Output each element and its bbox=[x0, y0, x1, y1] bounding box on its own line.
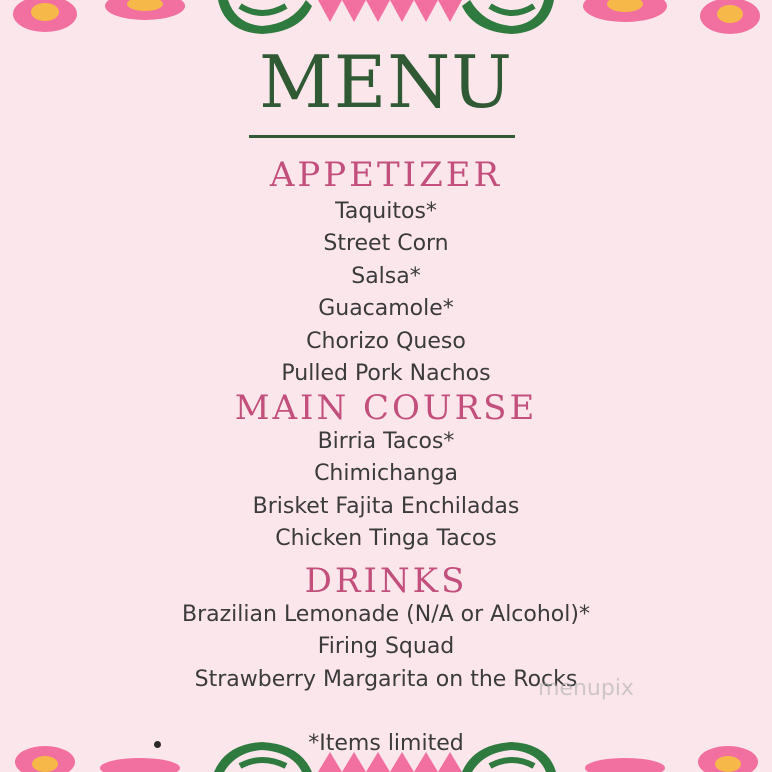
section-heading-appetizer: APPETIZER bbox=[269, 155, 503, 195]
flower-icon bbox=[585, 758, 665, 772]
list-item: Firing Squad bbox=[317, 634, 455, 660]
leaf-icon bbox=[218, 0, 312, 34]
list-item: Brisket Fajita Enchiladas bbox=[252, 493, 520, 519]
leaf-icon bbox=[462, 0, 554, 34]
menu-title: MENU bbox=[259, 40, 513, 124]
section-heading-drinks: DRINKS bbox=[304, 561, 468, 601]
list-item: Pulled Pork Nachos bbox=[281, 360, 491, 386]
flower-icon bbox=[13, 0, 77, 32]
list-item: Birria Tacos* bbox=[317, 429, 455, 454]
section-heading-main-course: MAIN COURSE bbox=[234, 388, 538, 428]
flower-icon bbox=[700, 0, 760, 34]
list-item: Salsa* bbox=[351, 263, 421, 289]
drinks-list bbox=[0, 599, 772, 696]
list-item: Chicken Tinga Tacos bbox=[275, 526, 497, 552]
appetizer-list bbox=[0, 196, 772, 390]
watermark: menupix bbox=[538, 676, 634, 701]
flower-icon bbox=[583, 0, 667, 22]
title-divider bbox=[249, 135, 515, 138]
list-item: Guacamole* bbox=[318, 296, 454, 322]
floral-border-top bbox=[0, 0, 772, 40]
footnote: *Items limited bbox=[308, 731, 464, 756]
list-item: Street Corn bbox=[323, 231, 449, 257]
list-item: Strawberry Margarita on the Rocks bbox=[194, 666, 578, 692]
list-item: Taquitos* bbox=[335, 199, 437, 224]
list-item: Chorizo Queso bbox=[306, 328, 466, 354]
flower-icon bbox=[318, 0, 462, 22]
flower-icon bbox=[100, 758, 180, 772]
list-item: Brazilian Lemonade (N/A or Alcohol)* bbox=[182, 602, 590, 627]
flower-icon bbox=[105, 0, 185, 20]
main-course-list bbox=[0, 426, 772, 556]
list-item: Chimichanga bbox=[314, 461, 458, 487]
